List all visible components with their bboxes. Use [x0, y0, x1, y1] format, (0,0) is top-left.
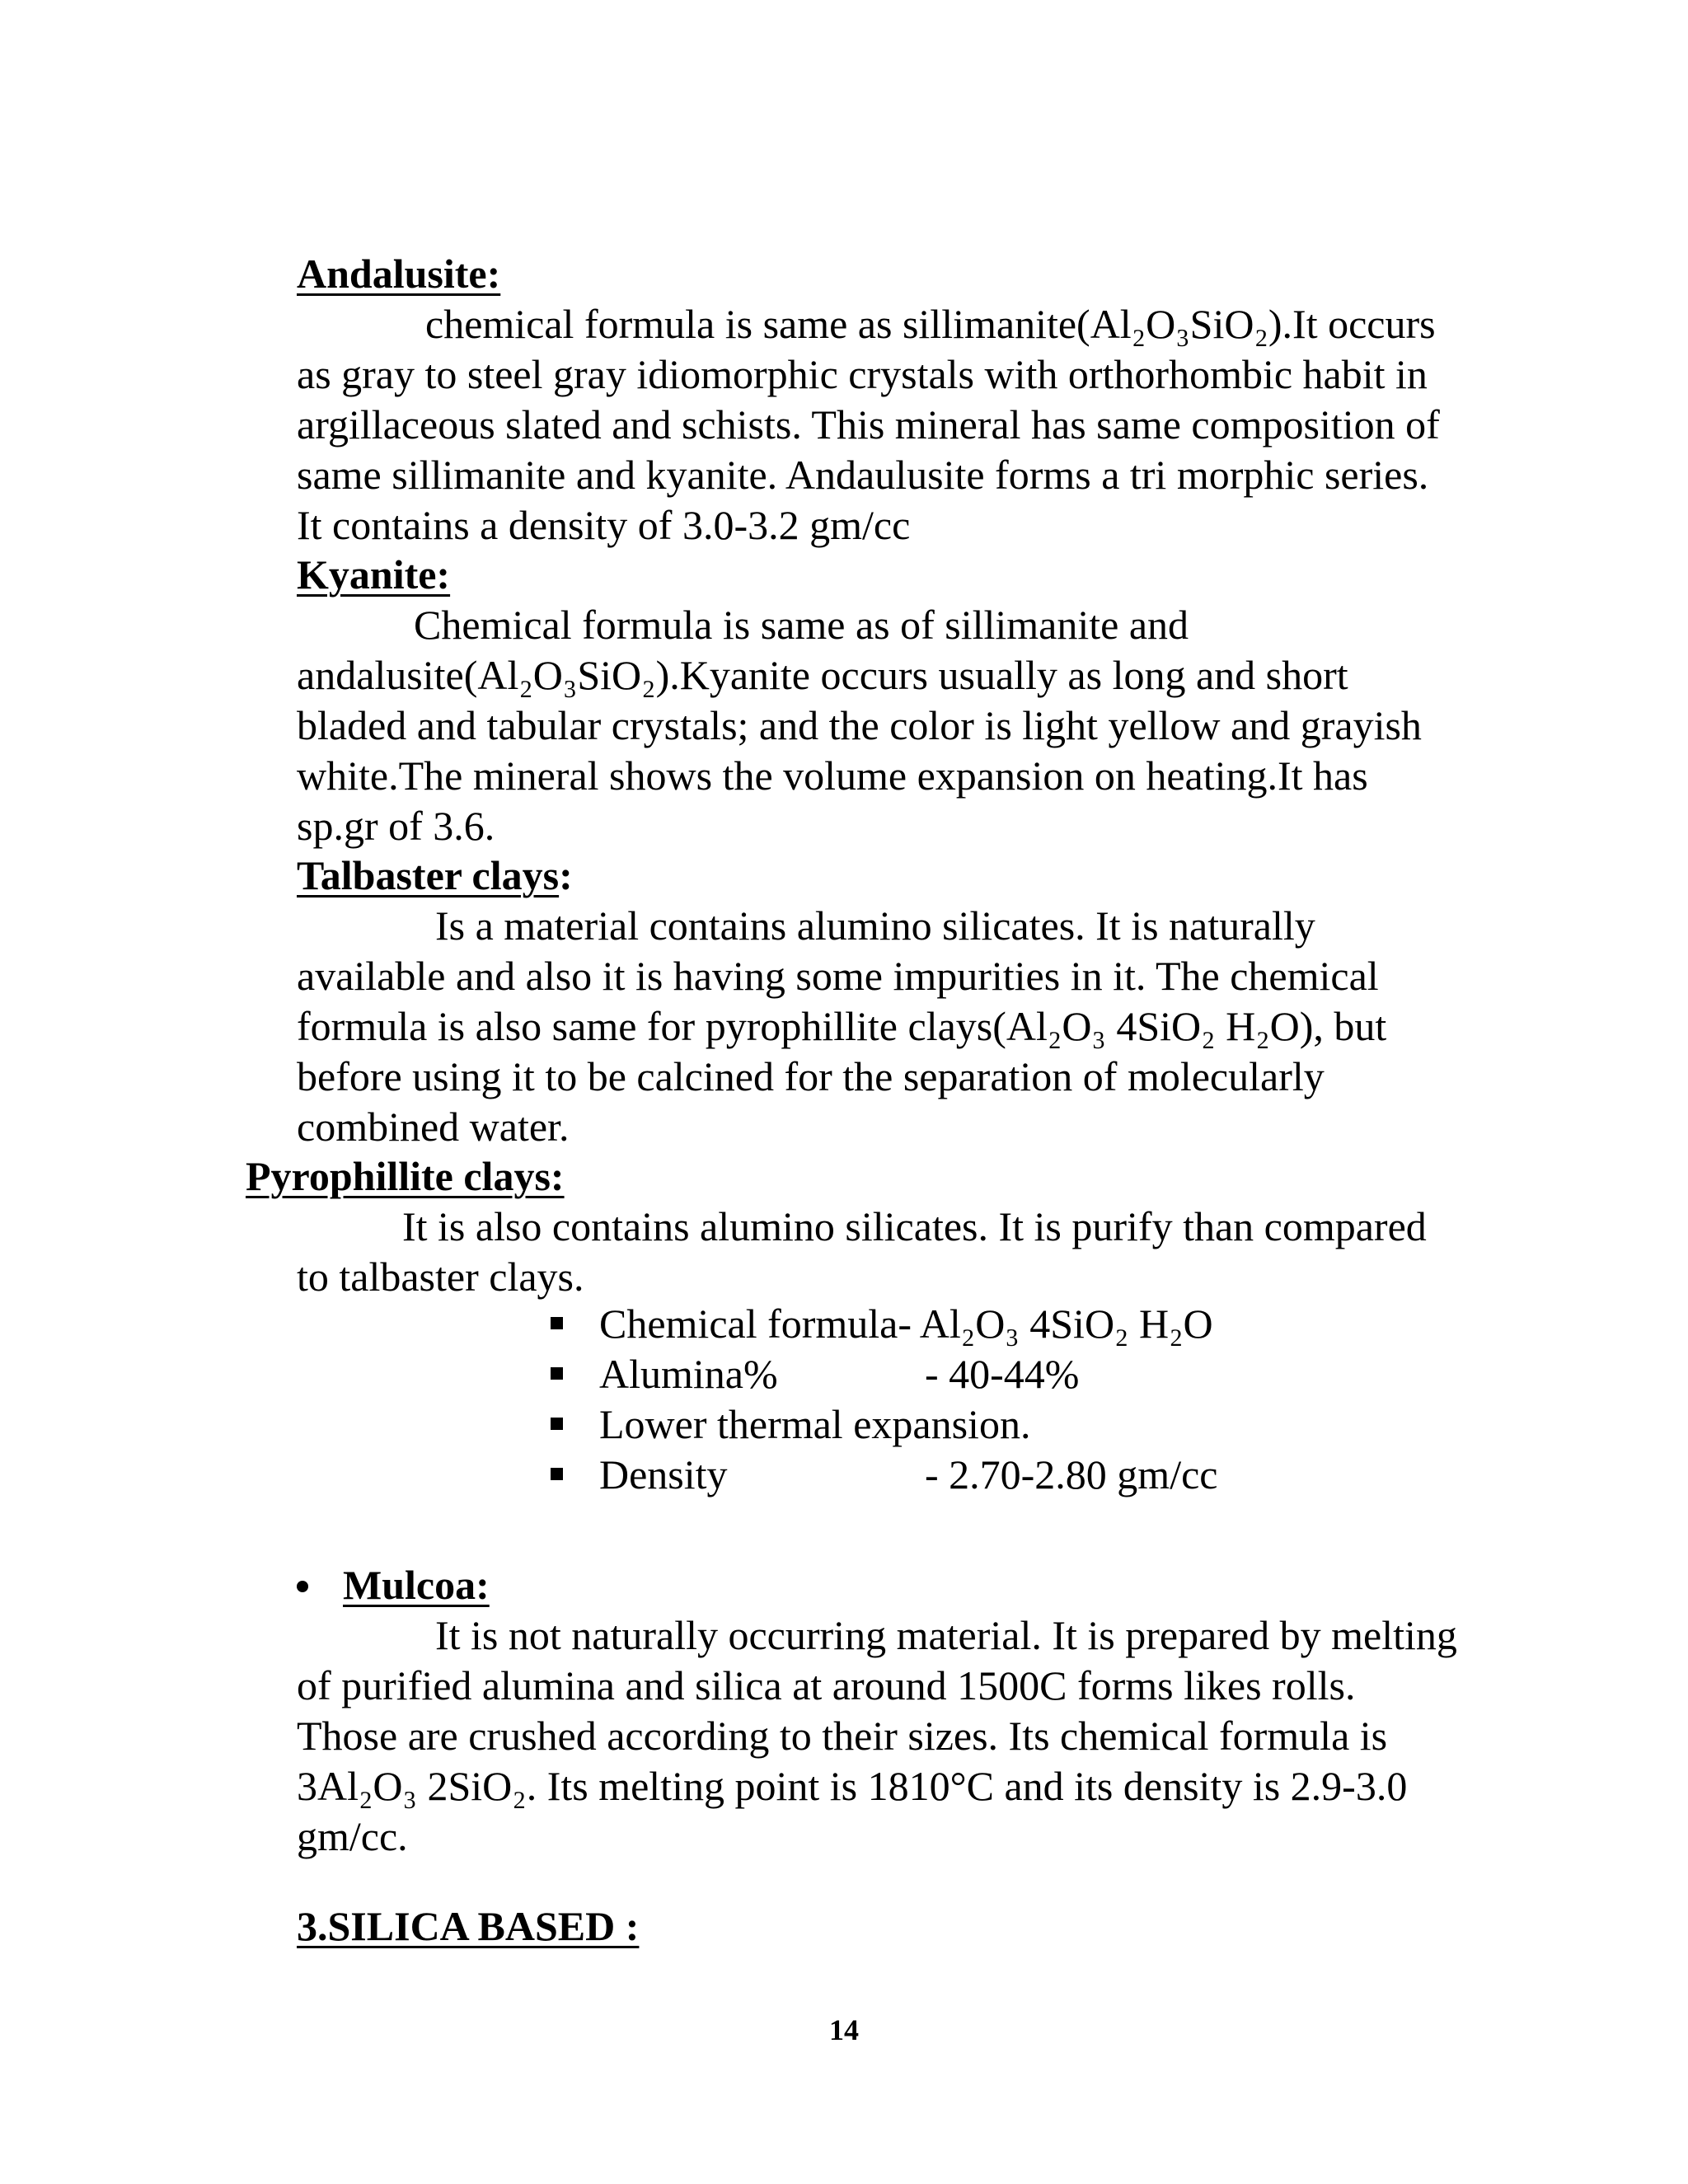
- paragraph-talbaster: [297, 901, 1533, 1152]
- text-line: 3Al₂O₃ 2SiO₂. Its melting point is 1810°C and its density is 2.9-3.0: [297, 1763, 1408, 1809]
- paragraph-andalusite: [297, 299, 1533, 551]
- heading-talbaster-text: Talbaster clays: [297, 852, 560, 898]
- paragraph-pyrophillite: [297, 1202, 1533, 1302]
- heading-silica-based: 3.SILICA BASED :: [297, 1903, 640, 1949]
- list-item-label: Alumina%: [599, 1351, 778, 1397]
- page-number: 14: [829, 2013, 859, 2046]
- text-line: combined water.: [297, 1104, 570, 1150]
- list-item-label: Lower thermal expansion.: [599, 1401, 1031, 1447]
- text-line: gm/cc.: [297, 1813, 408, 1859]
- list-item-label: Chemical formula- Al₂O₃ 4SiO₂ H₂O: [599, 1301, 1213, 1347]
- text-line: Is a material contains alumino silicates. It is naturally: [435, 902, 1315, 949]
- text-line: It is also contains alumino silicates. It is purify than compared: [402, 1203, 1427, 1249]
- text-line: bladed and tabular crystals; and the color is light yellow and grayish: [297, 702, 1422, 748]
- text-line: Those are crushed according to their sizes. Its chemical formula is: [297, 1713, 1388, 1759]
- text-line: Chemical formula is same as of sillimanite and: [414, 602, 1189, 648]
- text-line: It is not naturally occurring material. It is prepared by melting: [435, 1612, 1457, 1658]
- square-bullet-icon: [551, 1317, 563, 1329]
- text-line: same sillimanite and kyanite. Andaulusite forms a tri morphic series.: [297, 452, 1429, 498]
- text-line: formula is also same for pyrophillite clays(Al₂O₃ 4SiO₂ H₂O), but: [297, 1003, 1387, 1049]
- text-line: argillaceous slated and schists. This mineral has same composition of: [297, 401, 1440, 448]
- text-line: white.The mineral shows the volume expansion on heating.It has: [297, 752, 1368, 799]
- square-bullet-icon: [551, 1367, 563, 1380]
- text-line: available and also it is having some impurities in it. The chemical: [297, 953, 1379, 999]
- paragraph-mulcoa: [297, 1610, 1533, 1862]
- list-item-value: - 2.70-2.80 gm/cc: [925, 1451, 1218, 1497]
- heading-talbaster-colon: :: [559, 852, 573, 898]
- square-bullet-icon: [551, 1468, 563, 1480]
- list-item-value: - 40-44%: [925, 1351, 1080, 1397]
- text-line: before using it to be calcined for the separation of molecularly: [297, 1053, 1325, 1099]
- heading-talbaster: [297, 851, 573, 901]
- heading-andalusite: Andalusite:: [297, 251, 501, 297]
- text-line: of purified alumina and silica at around 1500C forms likes rolls.: [297, 1662, 1356, 1708]
- text-line: as gray to steel gray idiomorphic crystals with orthorhombic habit in: [297, 351, 1428, 397]
- heading-mulcoa: Mulcoa:: [343, 1562, 490, 1608]
- heading-kyanite: Kyanite:: [297, 551, 451, 598]
- square-bullet-icon: [551, 1418, 563, 1430]
- text-line: chemical formula is same as sillimanite(Al₂O₃SiO₂).It occurs: [425, 301, 1436, 347]
- list-item-label: Density: [599, 1451, 728, 1497]
- text-line: It contains a density of 3.0-3.2 gm/cc: [297, 502, 911, 548]
- text-line: to talbaster clays.: [297, 1254, 584, 1300]
- round-bullet-icon: [297, 1581, 308, 1592]
- paragraph-kyanite: [297, 600, 1533, 851]
- heading-pyrophillite: Pyrophillite clays:: [246, 1153, 565, 1199]
- text-line: sp.gr of 3.6.: [297, 803, 495, 849]
- text-line: andalusite(Al₂O₃SiO₂).Kyanite occurs usually as long and short: [297, 652, 1348, 698]
